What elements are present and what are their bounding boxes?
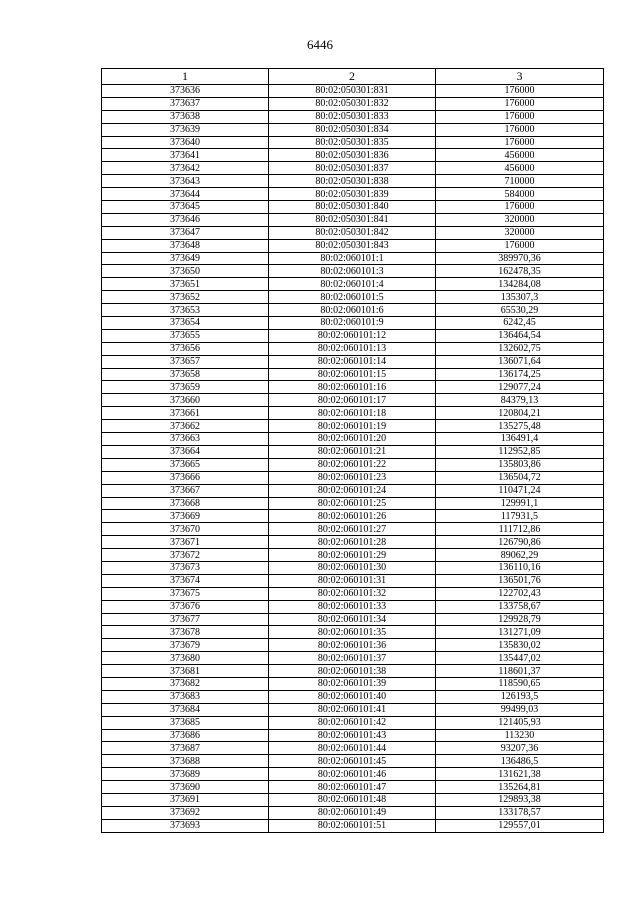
table-row — [102, 252, 604, 265]
value-cell: 134284,08 — [436, 278, 604, 291]
row-id-cell: 373656 — [102, 342, 269, 355]
table-row — [102, 484, 604, 497]
value-cell: 129893,38 — [436, 793, 604, 806]
table-row — [102, 420, 604, 433]
table-row — [102, 716, 604, 729]
cadastral-number-cell: 80:02:050301:838 — [269, 175, 436, 188]
value-cell: 135803,86 — [436, 458, 604, 471]
cadastral-number-cell: 80:02:060101:24 — [269, 484, 436, 497]
cadastral-number-cell: 80:02:060101:20 — [269, 433, 436, 446]
cadastral-number-cell: 80:02:050301:837 — [269, 162, 436, 175]
table-row — [102, 768, 604, 781]
row-id-cell: 373682 — [102, 677, 269, 690]
table-row — [102, 549, 604, 562]
value-cell: 136174,25 — [436, 368, 604, 381]
cadastral-number-cell: 80:02:060101:26 — [269, 510, 436, 523]
table-row — [102, 677, 604, 690]
cadastral-number-cell: 80:02:060101:36 — [269, 639, 436, 652]
cadastral-number-cell: 80:02:060101:51 — [269, 819, 436, 832]
value-cell: 133758,67 — [436, 600, 604, 613]
row-id-cell: 373663 — [102, 433, 269, 446]
column-header-3: 3 — [436, 69, 604, 85]
row-id-cell: 373689 — [102, 768, 269, 781]
table-row — [102, 265, 604, 278]
table-row — [102, 317, 604, 330]
value-cell: 84379,13 — [436, 394, 604, 407]
table-row — [102, 781, 604, 794]
table-row — [102, 162, 604, 175]
cadastral-number-cell: 80:02:050301:840 — [269, 201, 436, 214]
row-id-cell: 373647 — [102, 226, 269, 239]
row-id-cell: 373687 — [102, 742, 269, 755]
value-cell: 129991,1 — [436, 497, 604, 510]
value-cell: 120804,21 — [436, 407, 604, 420]
cadastral-number-cell: 80:02:060101:47 — [269, 781, 436, 794]
table-row — [102, 600, 604, 613]
cadastral-number-cell: 80:02:060101:4 — [269, 278, 436, 291]
cadastral-number-cell: 80:02:060101:23 — [269, 471, 436, 484]
row-id-cell: 373639 — [102, 123, 269, 136]
row-id-cell: 373655 — [102, 329, 269, 342]
column-header-1: 1 — [102, 69, 269, 85]
row-id-cell: 373676 — [102, 600, 269, 613]
row-id-cell: 373657 — [102, 355, 269, 368]
cadastral-number-cell: 80:02:050301:832 — [269, 97, 436, 110]
table-row — [102, 523, 604, 536]
cadastral-number-cell: 80:02:060101:39 — [269, 677, 436, 690]
row-id-cell: 373648 — [102, 239, 269, 252]
table-row — [102, 381, 604, 394]
row-id-cell: 373643 — [102, 175, 269, 188]
value-cell: 136501,76 — [436, 574, 604, 587]
cadastral-number-cell: 80:02:060101:12 — [269, 329, 436, 342]
row-id-cell: 373669 — [102, 510, 269, 523]
cadastral-number-cell: 80:02:060101:38 — [269, 665, 436, 678]
value-cell: 136464,54 — [436, 329, 604, 342]
table-row — [102, 819, 604, 832]
table-row — [102, 690, 604, 703]
row-id-cell: 373668 — [102, 497, 269, 510]
cadastral-number-cell: 80:02:060101:29 — [269, 549, 436, 562]
row-id-cell: 373637 — [102, 97, 269, 110]
value-cell: 136486,5 — [436, 755, 604, 768]
table-row — [102, 213, 604, 226]
value-cell: 135830,02 — [436, 639, 604, 652]
cadastral-number-cell: 80:02:060101:13 — [269, 342, 436, 355]
cadastral-number-cell: 80:02:060101:48 — [269, 793, 436, 806]
row-id-cell: 373671 — [102, 536, 269, 549]
table-body — [102, 85, 604, 833]
table-row — [102, 304, 604, 317]
table-row — [102, 329, 604, 342]
value-cell: 176000 — [436, 239, 604, 252]
cadastral-number-cell: 80:02:060101:44 — [269, 742, 436, 755]
row-id-cell: 373665 — [102, 458, 269, 471]
table-row — [102, 136, 604, 149]
cadastral-number-cell: 80:02:060101:32 — [269, 587, 436, 600]
table-row — [102, 755, 604, 768]
row-id-cell: 373672 — [102, 549, 269, 562]
value-cell: 93207,36 — [436, 742, 604, 755]
value-cell: 132602,75 — [436, 342, 604, 355]
row-id-cell: 373670 — [102, 523, 269, 536]
cadastral-number-cell: 80:02:060101:1 — [269, 252, 436, 265]
cadastral-number-cell: 80:02:060101:14 — [269, 355, 436, 368]
table-row — [102, 175, 604, 188]
table-row — [102, 368, 604, 381]
table-row — [102, 433, 604, 446]
table-header-row — [102, 69, 604, 85]
row-id-cell: 373678 — [102, 626, 269, 639]
row-id-cell: 373649 — [102, 252, 269, 265]
table-row — [102, 703, 604, 716]
cadastral-number-cell: 80:02:050301:835 — [269, 136, 436, 149]
value-cell: 112952,85 — [436, 445, 604, 458]
table-row — [102, 188, 604, 201]
cadastral-number-cell: 80:02:060101:15 — [269, 368, 436, 381]
value-cell: 710000 — [436, 175, 604, 188]
cadastral-number-cell: 80:02:060101:6 — [269, 304, 436, 317]
table-row — [102, 471, 604, 484]
cadastral-number-cell: 80:02:050301:833 — [269, 110, 436, 123]
value-cell: 162478,35 — [436, 265, 604, 278]
table-row — [102, 574, 604, 587]
row-id-cell: 373679 — [102, 639, 269, 652]
cadastral-number-cell: 80:02:060101:28 — [269, 536, 436, 549]
row-id-cell: 373652 — [102, 291, 269, 304]
value-cell: 111712,86 — [436, 523, 604, 536]
row-id-cell: 373686 — [102, 729, 269, 742]
value-cell: 176000 — [436, 136, 604, 149]
cadastral-number-cell: 80:02:050301:831 — [269, 85, 436, 98]
cadastral-number-cell: 80:02:060101:16 — [269, 381, 436, 394]
cadastral-number-cell: 80:02:060101:33 — [269, 600, 436, 613]
row-id-cell: 373684 — [102, 703, 269, 716]
row-id-cell: 373642 — [102, 162, 269, 175]
value-cell: 6242,45 — [436, 317, 604, 330]
row-id-cell: 373685 — [102, 716, 269, 729]
cadastral-number-cell: 80:02:050301:834 — [269, 123, 436, 136]
cadastral-number-cell: 80:02:060101:27 — [269, 523, 436, 536]
value-cell: 389970,36 — [436, 252, 604, 265]
table-row — [102, 226, 604, 239]
cadastral-number-cell: 80:02:060101:46 — [269, 768, 436, 781]
value-cell: 118590,65 — [436, 677, 604, 690]
table-row — [102, 729, 604, 742]
row-id-cell: 373661 — [102, 407, 269, 420]
table-row — [102, 149, 604, 162]
table-row — [102, 445, 604, 458]
cadastral-number-cell: 80:02:050301:836 — [269, 149, 436, 162]
cadastral-number-cell: 80:02:060101:41 — [269, 703, 436, 716]
row-id-cell: 373675 — [102, 587, 269, 600]
table-row — [102, 536, 604, 549]
cadastral-number-cell: 80:02:060101:45 — [269, 755, 436, 768]
table-row — [102, 355, 604, 368]
row-id-cell: 373677 — [102, 613, 269, 626]
cadastral-number-cell: 80:02:050301:839 — [269, 188, 436, 201]
data-table — [101, 68, 604, 833]
row-id-cell: 373693 — [102, 819, 269, 832]
value-cell: 129557,01 — [436, 819, 604, 832]
row-id-cell: 373680 — [102, 652, 269, 665]
page-number: 6446 — [307, 37, 333, 52]
cadastral-number-cell: 80:02:060101:21 — [269, 445, 436, 458]
row-id-cell: 373641 — [102, 149, 269, 162]
cadastral-number-cell: 80:02:060101:31 — [269, 574, 436, 587]
value-cell: 136071,64 — [436, 355, 604, 368]
value-cell: 176000 — [436, 85, 604, 98]
table-row — [102, 458, 604, 471]
row-id-cell: 373650 — [102, 265, 269, 278]
value-cell: 110471,24 — [436, 484, 604, 497]
table-row — [102, 613, 604, 626]
table-row — [102, 239, 604, 252]
table-row — [102, 626, 604, 639]
value-cell: 99499,03 — [436, 703, 604, 716]
value-cell: 320000 — [436, 213, 604, 226]
row-id-cell: 373658 — [102, 368, 269, 381]
table-row — [102, 291, 604, 304]
table-row — [102, 278, 604, 291]
cadastral-number-cell: 80:02:060101:42 — [269, 716, 436, 729]
cadastral-number-cell: 80:02:050301:843 — [269, 239, 436, 252]
value-cell: 126193,5 — [436, 690, 604, 703]
value-cell: 456000 — [436, 162, 604, 175]
value-cell: 320000 — [436, 226, 604, 239]
row-id-cell: 373667 — [102, 484, 269, 497]
row-id-cell: 373674 — [102, 574, 269, 587]
value-cell: 135447,02 — [436, 652, 604, 665]
table-row — [102, 201, 604, 214]
value-cell: 131271,09 — [436, 626, 604, 639]
cadastral-number-cell: 80:02:060101:5 — [269, 291, 436, 304]
value-cell: 176000 — [436, 110, 604, 123]
value-cell: 136110,16 — [436, 561, 604, 574]
row-id-cell: 373683 — [102, 690, 269, 703]
row-id-cell: 373638 — [102, 110, 269, 123]
table-row — [102, 587, 604, 600]
value-cell: 121405,93 — [436, 716, 604, 729]
value-cell: 126790,86 — [436, 536, 604, 549]
row-id-cell: 373640 — [102, 136, 269, 149]
cadastral-number-cell: 80:02:060101:35 — [269, 626, 436, 639]
row-id-cell: 373636 — [102, 85, 269, 98]
value-cell: 176000 — [436, 123, 604, 136]
cadastral-number-cell: 80:02:050301:842 — [269, 226, 436, 239]
cadastral-number-cell: 80:02:060101:9 — [269, 317, 436, 330]
value-cell: 133178,57 — [436, 806, 604, 819]
table-row — [102, 407, 604, 420]
table-row — [102, 510, 604, 523]
value-cell: 135275,48 — [436, 420, 604, 433]
table-row — [102, 665, 604, 678]
row-id-cell: 373645 — [102, 201, 269, 214]
row-id-cell: 373660 — [102, 394, 269, 407]
value-cell: 176000 — [436, 97, 604, 110]
cadastral-number-cell: 80:02:060101:25 — [269, 497, 436, 510]
value-cell: 456000 — [436, 149, 604, 162]
value-cell: 89062,29 — [436, 549, 604, 562]
column-header-2: 2 — [269, 69, 436, 85]
table-row — [102, 394, 604, 407]
row-id-cell: 373646 — [102, 213, 269, 226]
row-id-cell: 373644 — [102, 188, 269, 201]
value-cell: 131621,38 — [436, 768, 604, 781]
table-row — [102, 793, 604, 806]
row-id-cell: 373653 — [102, 304, 269, 317]
row-id-cell: 373688 — [102, 755, 269, 768]
table-row — [102, 342, 604, 355]
cadastral-number-cell: 80:02:060101:34 — [269, 613, 436, 626]
table-row — [102, 806, 604, 819]
cadastral-number-cell: 80:02:060101:43 — [269, 729, 436, 742]
cadastral-number-cell: 80:02:050301:841 — [269, 213, 436, 226]
value-cell: 65530,29 — [436, 304, 604, 317]
value-cell: 136504,72 — [436, 471, 604, 484]
cadastral-number-cell: 80:02:060101:22 — [269, 458, 436, 471]
value-cell: 117931,5 — [436, 510, 604, 523]
table-header — [102, 69, 604, 85]
row-id-cell: 373691 — [102, 793, 269, 806]
cadastral-number-cell: 80:02:060101:19 — [269, 420, 436, 433]
row-id-cell: 373673 — [102, 561, 269, 574]
table-row — [102, 110, 604, 123]
cadastral-number-cell: 80:02:060101:37 — [269, 652, 436, 665]
value-cell: 136491,4 — [436, 433, 604, 446]
cadastral-number-cell: 80:02:060101:17 — [269, 394, 436, 407]
table-row — [102, 97, 604, 110]
cadastral-number-cell: 80:02:060101:18 — [269, 407, 436, 420]
table-row — [102, 639, 604, 652]
value-cell: 176000 — [436, 201, 604, 214]
table-row — [102, 652, 604, 665]
table-row — [102, 742, 604, 755]
value-cell: 122702,43 — [436, 587, 604, 600]
value-cell: 113230 — [436, 729, 604, 742]
table-row — [102, 85, 604, 98]
value-cell: 118601,37 — [436, 665, 604, 678]
value-cell: 129077,24 — [436, 381, 604, 394]
row-id-cell: 373662 — [102, 420, 269, 433]
cadastral-number-cell: 80:02:060101:49 — [269, 806, 436, 819]
row-id-cell: 373664 — [102, 445, 269, 458]
row-id-cell: 373692 — [102, 806, 269, 819]
value-cell: 129928,79 — [436, 613, 604, 626]
table-row — [102, 561, 604, 574]
row-id-cell: 373690 — [102, 781, 269, 794]
row-id-cell: 373651 — [102, 278, 269, 291]
cadastral-number-cell: 80:02:060101:30 — [269, 561, 436, 574]
table-row — [102, 123, 604, 136]
cadastral-number-cell: 80:02:060101:40 — [269, 690, 436, 703]
value-cell: 584000 — [436, 188, 604, 201]
row-id-cell: 373666 — [102, 471, 269, 484]
value-cell: 135307,3 — [436, 291, 604, 304]
table-row — [102, 497, 604, 510]
row-id-cell: 373659 — [102, 381, 269, 394]
row-id-cell: 373681 — [102, 665, 269, 678]
cadastral-number-cell: 80:02:060101:3 — [269, 265, 436, 278]
row-id-cell: 373654 — [102, 317, 269, 330]
value-cell: 135264,81 — [436, 781, 604, 794]
